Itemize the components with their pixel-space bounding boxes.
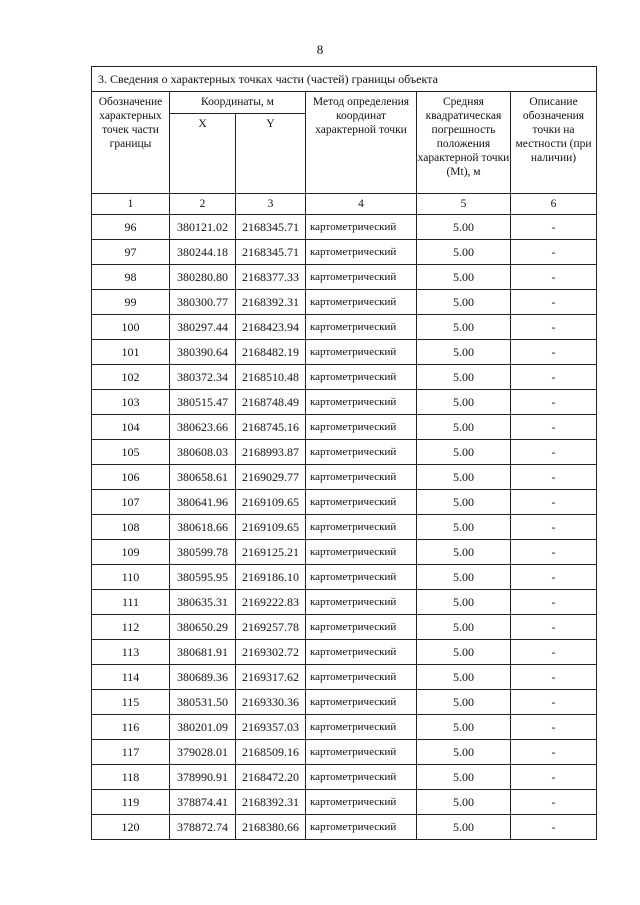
method-cell: картометрический	[306, 615, 417, 640]
coord-y-cell: 2169317.62	[236, 665, 306, 690]
table-row	[92, 590, 597, 615]
mt-value-cell: 5.00	[417, 790, 511, 815]
coord-x-cell: 380201.09	[170, 715, 236, 740]
coord-y-cell: 2168392.31	[236, 790, 306, 815]
coord-y-cell: 2168509.16	[236, 740, 306, 765]
table-row	[92, 790, 597, 815]
mt-value-cell: 5.00	[417, 315, 511, 340]
coord-y-cell: 2169222.83	[236, 590, 306, 615]
header-coordinates: Координаты, м	[170, 92, 306, 114]
mt-value-cell: 5.00	[417, 490, 511, 515]
description-cell: -	[511, 265, 597, 290]
method-cell: картометрический	[306, 715, 417, 740]
point-id-cell: 98	[92, 265, 170, 290]
mt-value-cell: 5.00	[417, 565, 511, 590]
description-cell: -	[511, 390, 597, 415]
coord-x-cell: 380595.95	[170, 565, 236, 590]
column-number: 6	[511, 194, 597, 215]
point-id-cell: 99	[92, 290, 170, 315]
mt-value-cell: 5.00	[417, 815, 511, 840]
point-id-cell: 119	[92, 790, 170, 815]
description-cell: -	[511, 290, 597, 315]
coord-y-cell: 2169302.72	[236, 640, 306, 665]
table-row	[92, 690, 597, 715]
mt-value-cell: 5.00	[417, 665, 511, 690]
method-cell: картометрический	[306, 590, 417, 615]
table-row	[92, 240, 597, 265]
description-cell: -	[511, 540, 597, 565]
mt-value-cell: 5.00	[417, 340, 511, 365]
description-cell: -	[511, 765, 597, 790]
header-x: X	[170, 114, 236, 194]
table-row	[92, 715, 597, 740]
description-cell: -	[511, 715, 597, 740]
table-row	[92, 290, 597, 315]
coord-y-cell: 2169109.65	[236, 490, 306, 515]
table-row	[92, 215, 597, 240]
mt-value-cell: 5.00	[417, 415, 511, 440]
description-cell: -	[511, 240, 597, 265]
description-cell: -	[511, 515, 597, 540]
point-id-cell: 120	[92, 815, 170, 840]
table-row	[92, 515, 597, 540]
description-cell: -	[511, 615, 597, 640]
column-number: 1	[92, 194, 170, 215]
header-description: Описание обозначения точки на местности (при наличии)	[511, 92, 597, 194]
description-cell: -	[511, 740, 597, 765]
header-error: Средняя квадратическая погрешность положения характерной точки (Mt), м	[417, 92, 511, 194]
method-cell: картометрический	[306, 540, 417, 565]
coord-y-cell: 2168510.48	[236, 365, 306, 390]
method-cell: картометрический	[306, 490, 417, 515]
description-cell: -	[511, 790, 597, 815]
mt-value-cell: 5.00	[417, 390, 511, 415]
method-cell: картометрический	[306, 365, 417, 390]
coord-y-cell: 2168380.66	[236, 815, 306, 840]
point-id-cell: 118	[92, 765, 170, 790]
description-cell: -	[511, 690, 597, 715]
point-id-cell: 111	[92, 590, 170, 615]
coord-x-cell: 380650.29	[170, 615, 236, 640]
coord-x-cell: 380244.18	[170, 240, 236, 265]
point-id-cell: 115	[92, 690, 170, 715]
coord-x-cell: 380531.50	[170, 690, 236, 715]
point-id-cell: 107	[92, 490, 170, 515]
coord-x-cell: 380515.47	[170, 390, 236, 415]
point-id-cell: 116	[92, 715, 170, 740]
method-cell: картометрический	[306, 315, 417, 340]
table-row	[92, 265, 597, 290]
coord-y-cell: 2169186.10	[236, 565, 306, 590]
coord-x-cell: 379028.01	[170, 740, 236, 765]
coord-x-cell: 380121.02	[170, 215, 236, 240]
characteristic-points-table	[91, 66, 597, 840]
point-id-cell: 110	[92, 565, 170, 590]
method-cell: картометрический	[306, 790, 417, 815]
table-row	[92, 440, 597, 465]
method-cell: картометрический	[306, 465, 417, 490]
table-row	[92, 540, 597, 565]
coord-y-cell: 2168993.87	[236, 440, 306, 465]
mt-value-cell: 5.00	[417, 715, 511, 740]
table-row	[92, 740, 597, 765]
mt-value-cell: 5.00	[417, 240, 511, 265]
coord-y-cell: 2169029.77	[236, 465, 306, 490]
description-cell: -	[511, 440, 597, 465]
method-cell: картометрический	[306, 515, 417, 540]
coord-y-cell: 2168472.20	[236, 765, 306, 790]
point-id-cell: 104	[92, 415, 170, 440]
coord-y-cell: 2169357.03	[236, 715, 306, 740]
column-number: 2	[170, 194, 236, 215]
coord-y-cell: 2168345.71	[236, 215, 306, 240]
method-cell: картометрический	[306, 565, 417, 590]
description-cell: -	[511, 665, 597, 690]
mt-value-cell: 5.00	[417, 515, 511, 540]
header-y: Y	[236, 114, 306, 194]
description-cell: -	[511, 415, 597, 440]
table-row	[92, 340, 597, 365]
coord-x-cell: 380635.31	[170, 590, 236, 615]
method-cell: картометрический	[306, 240, 417, 265]
point-id-cell: 105	[92, 440, 170, 465]
point-id-cell: 108	[92, 515, 170, 540]
table-row	[92, 365, 597, 390]
point-id-cell: 113	[92, 640, 170, 665]
coord-y-cell: 2169125.21	[236, 540, 306, 565]
section-title: 3. Сведения о характерных точках части (частей) границы объекта	[92, 67, 597, 92]
coord-x-cell: 380689.36	[170, 665, 236, 690]
coord-y-cell: 2168377.33	[236, 265, 306, 290]
table-row	[92, 490, 597, 515]
table-row	[92, 390, 597, 415]
coord-y-cell: 2169109.65	[236, 515, 306, 540]
coord-x-cell: 380608.03	[170, 440, 236, 465]
coord-x-cell: 380618.66	[170, 515, 236, 540]
mt-value-cell: 5.00	[417, 765, 511, 790]
method-cell: картометрический	[306, 415, 417, 440]
column-number: 4	[306, 194, 417, 215]
method-cell: картометрический	[306, 265, 417, 290]
point-id-cell: 102	[92, 365, 170, 390]
mt-value-cell: 5.00	[417, 615, 511, 640]
table-row	[92, 815, 597, 840]
point-id-cell: 114	[92, 665, 170, 690]
point-id-cell: 103	[92, 390, 170, 415]
point-id-cell: 106	[92, 465, 170, 490]
header-point-designation: Обозначение характерных точек части границы	[92, 92, 170, 194]
method-cell: картометрический	[306, 290, 417, 315]
mt-value-cell: 5.00	[417, 590, 511, 615]
coord-x-cell: 380681.91	[170, 640, 236, 665]
table-row	[92, 415, 597, 440]
description-cell: -	[511, 315, 597, 340]
header-method: Метод определения координат характерной точки	[306, 92, 417, 194]
coord-y-cell: 2168482.19	[236, 340, 306, 365]
coord-x-cell: 378874.41	[170, 790, 236, 815]
method-cell: картометрический	[306, 440, 417, 465]
description-cell: -	[511, 215, 597, 240]
table-row	[92, 615, 597, 640]
coord-x-cell: 380297.44	[170, 315, 236, 340]
description-cell: -	[511, 565, 597, 590]
mt-value-cell: 5.00	[417, 690, 511, 715]
method-cell: картометрический	[306, 390, 417, 415]
point-id-cell: 117	[92, 740, 170, 765]
description-cell: -	[511, 815, 597, 840]
table-row	[92, 765, 597, 790]
mt-value-cell: 5.00	[417, 465, 511, 490]
coord-y-cell: 2168745.16	[236, 415, 306, 440]
coord-x-cell: 380641.96	[170, 490, 236, 515]
point-id-cell: 112	[92, 615, 170, 640]
mt-value-cell: 5.00	[417, 440, 511, 465]
coord-x-cell: 378872.74	[170, 815, 236, 840]
coord-y-cell: 2168748.49	[236, 390, 306, 415]
method-cell: картометрический	[306, 665, 417, 690]
coord-y-cell: 2168392.31	[236, 290, 306, 315]
description-cell: -	[511, 340, 597, 365]
method-cell: картометрический	[306, 215, 417, 240]
description-cell: -	[511, 640, 597, 665]
method-cell: картометрический	[306, 815, 417, 840]
coord-x-cell: 380372.34	[170, 365, 236, 390]
coord-x-cell: 380300.77	[170, 290, 236, 315]
column-number: 3	[236, 194, 306, 215]
coord-y-cell: 2169330.36	[236, 690, 306, 715]
mt-value-cell: 5.00	[417, 215, 511, 240]
table-row	[92, 465, 597, 490]
page-number: 8	[316, 42, 324, 57]
table-row	[92, 665, 597, 690]
method-cell: картометрический	[306, 340, 417, 365]
coord-x-cell: 380280.80	[170, 265, 236, 290]
point-id-cell: 109	[92, 540, 170, 565]
method-cell: картометрический	[306, 690, 417, 715]
mt-value-cell: 5.00	[417, 640, 511, 665]
coord-x-cell: 380390.64	[170, 340, 236, 365]
point-id-cell: 96	[92, 215, 170, 240]
mt-value-cell: 5.00	[417, 540, 511, 565]
description-cell: -	[511, 365, 597, 390]
method-cell: картометрический	[306, 765, 417, 790]
method-cell: картометрический	[306, 640, 417, 665]
coord-x-cell: 380599.78	[170, 540, 236, 565]
mt-value-cell: 5.00	[417, 740, 511, 765]
table-row	[92, 565, 597, 590]
description-cell: -	[511, 590, 597, 615]
point-id-cell: 97	[92, 240, 170, 265]
mt-value-cell: 5.00	[417, 265, 511, 290]
table-row	[92, 640, 597, 665]
description-cell: -	[511, 465, 597, 490]
point-id-cell: 100	[92, 315, 170, 340]
coord-y-cell: 2169257.78	[236, 615, 306, 640]
table-row	[92, 315, 597, 340]
column-number: 5	[417, 194, 511, 215]
point-id-cell: 101	[92, 340, 170, 365]
description-cell: -	[511, 490, 597, 515]
mt-value-cell: 5.00	[417, 290, 511, 315]
coord-x-cell: 380623.66	[170, 415, 236, 440]
coord-x-cell: 378990.91	[170, 765, 236, 790]
coord-y-cell: 2168423.94	[236, 315, 306, 340]
coord-y-cell: 2168345.71	[236, 240, 306, 265]
coord-x-cell: 380658.61	[170, 465, 236, 490]
mt-value-cell: 5.00	[417, 365, 511, 390]
method-cell: картометрический	[306, 740, 417, 765]
